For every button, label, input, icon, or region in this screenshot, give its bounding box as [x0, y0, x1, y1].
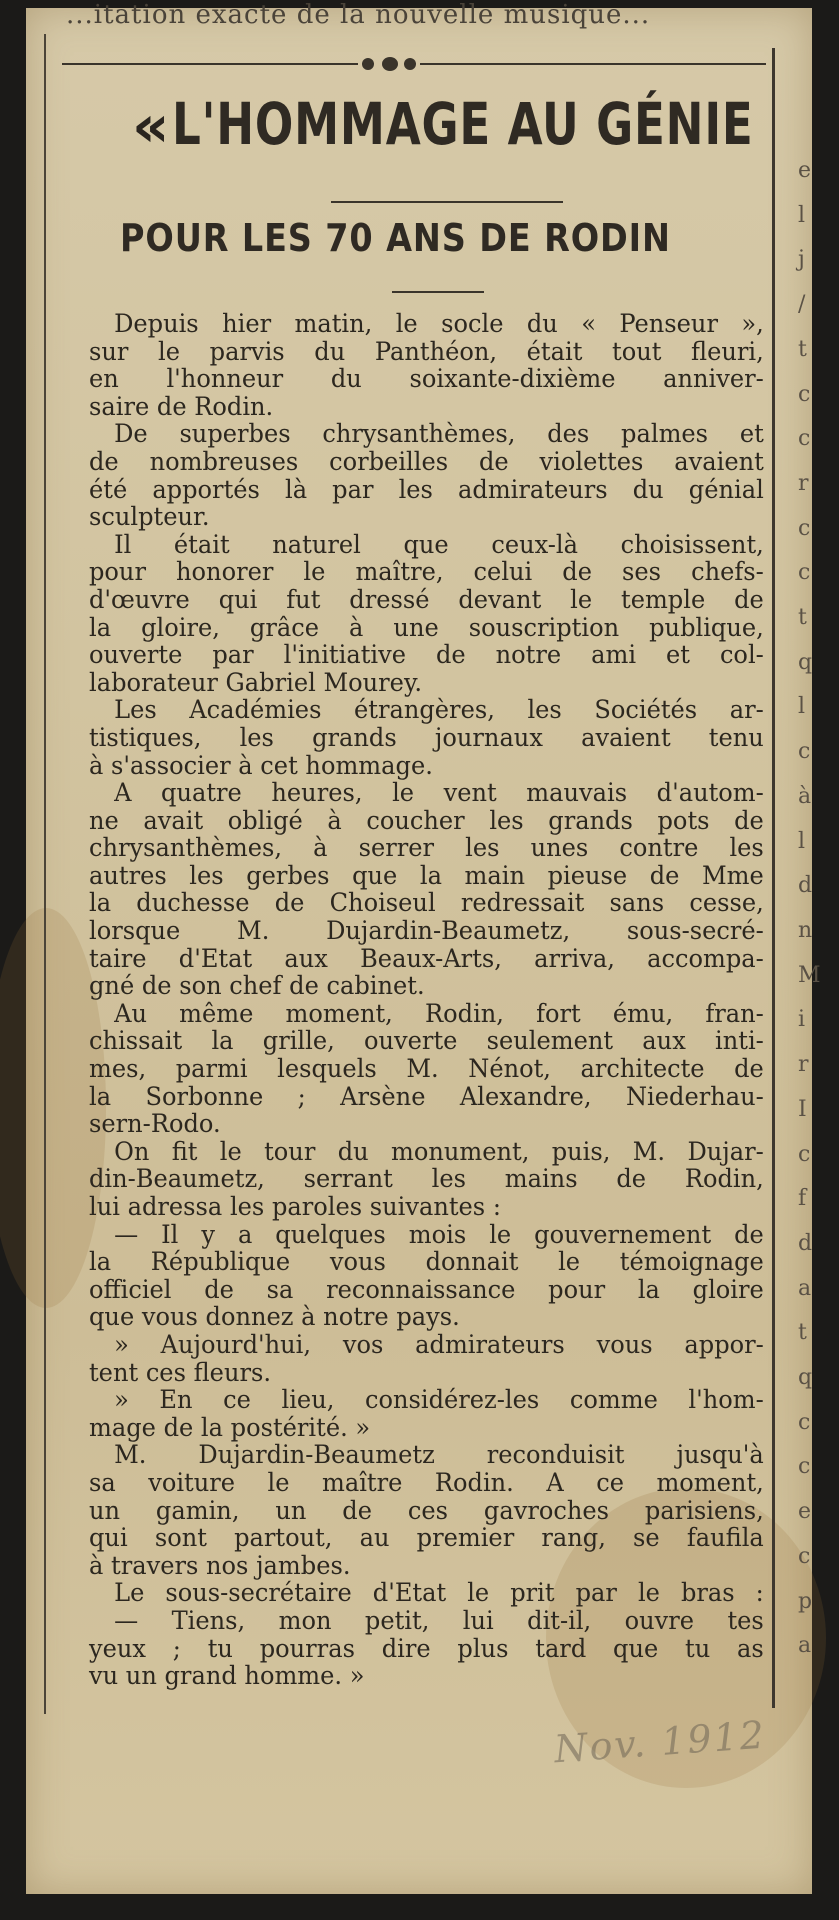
fragment-letter: i — [798, 1007, 806, 1033]
headline-quote-mark: « — [132, 92, 170, 160]
article-line: laborateur Gabriel Mourey. — [89, 667, 423, 697]
article-line: Les Académies étrangères, les Sociétés ar- — [114, 695, 764, 725]
fragment-letter: c — [798, 381, 811, 407]
fragment-letter: r — [798, 470, 809, 496]
article-line: De superbes chrysanthèmes, des palmes et — [114, 419, 764, 449]
article-line: officiel de sa reconnaissance pour la gloire — [89, 1274, 764, 1304]
fragment-letter: r — [798, 1052, 809, 1078]
article-line: — Il y a quelques mois le gouvernement de — [114, 1219, 764, 1249]
article-line: vu un grand homme. » — [89, 1661, 365, 1691]
article-line: à travers nos jambes. — [89, 1550, 351, 1580]
fragment-letter: f — [798, 1186, 807, 1212]
article-line: de nombreuses corbeilles de violettes avaient — [89, 446, 764, 476]
article-line: été apportés là par les admirateurs du génial — [89, 474, 764, 504]
article-line: chissait la grille, ouverte seulement aux inti- — [89, 1026, 764, 1056]
article-line: ne avait obligé à coucher les grands pots de — [89, 805, 764, 835]
ornamental-divider — [62, 56, 766, 72]
article-line: » En ce lieu, considérez-les comme l'hom- — [114, 1385, 764, 1415]
column-rule-right — [772, 48, 775, 1708]
article-line: autres les gerbes que la main pieuse de Mme — [89, 860, 764, 890]
article-line: Au même moment, Rodin, fort ému, fran- — [114, 998, 764, 1028]
fragment-letter: e — [798, 1499, 812, 1525]
article-line: yeux ; tu pourras dire plus tard que tu as — [89, 1633, 764, 1663]
article-line: la gloire, grâce à une souscription publique, — [89, 612, 764, 642]
fragment-letter: t — [798, 605, 807, 631]
article-line: chrysanthèmes, à serrer les unes contre les — [89, 833, 764, 863]
article-line: Depuis hier matin, le socle du « Penseur », — [114, 309, 764, 338]
fragment-letter: c — [798, 1454, 811, 1480]
fragment-letter: p — [798, 1588, 813, 1614]
fragment-letter: t — [798, 336, 807, 362]
article-line: ouverte par l'initiative de notre ami et col- — [89, 640, 764, 670]
article-line: mage de la postérité. » — [89, 1412, 371, 1442]
article-line: sern-Rodo. — [89, 1109, 221, 1139]
adjacent-column-fragment — [796, 158, 836, 1698]
article-subheadline: POUR LES 70 ANS DE RODIN — [120, 216, 671, 260]
fragment-letter: t — [798, 1320, 807, 1346]
article-line: un gamin, un de ces gavroches parisiens, — [89, 1495, 764, 1525]
article-line: la duchesse de Choiseul redressait sans cesse, — [89, 888, 764, 918]
article-line: sur le parvis du Panthéon, était tout fleuri, — [89, 336, 764, 366]
article-line: tistiques, les grands journaux avaient tenu — [89, 722, 764, 752]
fragment-letter: c — [798, 1543, 811, 1569]
fragment-letter: I — [798, 1096, 807, 1122]
fragment-letter: / — [798, 292, 806, 318]
article-line: din-Beaumetz, serrant les mains de Rodin, — [89, 1164, 764, 1194]
fragment-letter: c — [798, 1141, 811, 1167]
fragment-letter: e — [798, 158, 812, 183]
fragment-letter: l — [798, 202, 806, 228]
article-headline: L'HOMMAGE AU GÉNIE — [172, 90, 754, 158]
article-line: Il était naturel que ceux-là choisissent, — [114, 529, 764, 559]
subheadline-rule — [392, 291, 484, 293]
headline-rule — [331, 201, 563, 203]
article-line: lorsque M. Dujardin-Beaumetz, sous-secré- — [89, 916, 764, 946]
article-line: gné de son chef de cabinet. — [89, 971, 425, 1001]
article-line: sa voiture le maître Rodin. A ce moment, — [89, 1467, 764, 1497]
article-line: Le sous-secrétaire d'Etat le prit par le bras : — [114, 1578, 764, 1608]
article-line: d'œuvre qui fut dressé devant le temple de — [89, 584, 764, 614]
article-line: M. Dujardin-Beaumetz reconduisit jusqu'à — [114, 1440, 764, 1470]
article-line: lui adressa les paroles suivantes : — [89, 1192, 501, 1221]
fragment-letter: a — [798, 1633, 812, 1659]
fragment-letter: n — [798, 918, 813, 943]
newspaper-clipping — [26, 0, 821, 1894]
fragment-letter: q — [798, 649, 813, 675]
article-line: sculpteur. — [89, 502, 210, 532]
article-line: pour honorer le maître, celui de ses chefs- — [89, 557, 764, 587]
article-line: mes, parmi lesquels M. Nénot, architecte de — [89, 1054, 764, 1084]
article-line: taire d'Etat aux Beaux-Arts, arriva, accompa- — [89, 943, 764, 973]
article-line: A quatre heures, le vent mauvais d'autom- — [114, 778, 764, 808]
column-rule-left — [44, 34, 46, 1714]
handwritten-date-stamp: Nov. 1912 — [552, 1712, 768, 1772]
article-line: en l'honneur du soixante-dixième anniver- — [89, 364, 764, 394]
fragment-letter: c — [798, 560, 811, 586]
article-line: — Tiens, mon petit, lui dit-il, ouvre tes — [114, 1605, 764, 1635]
article-line: que vous donnez à notre pays. — [89, 1302, 460, 1332]
fragment-letter: M — [798, 962, 821, 988]
article-line: » Aujourd'hui, vos admirateurs vous appor- — [114, 1329, 764, 1359]
article-line: la République vous donnait le témoignage — [89, 1247, 764, 1277]
fragment-letter: q — [798, 1365, 813, 1391]
fragment-letter: a — [798, 1275, 812, 1301]
article-line: la Sorbonne ; Arsène Alexandre, Niederhau- — [89, 1081, 764, 1111]
article-line: saire de Rodin. — [89, 391, 274, 421]
article-line: à s'associer à cet hommage. — [89, 750, 433, 780]
article-line: On fit le tour du monument, puis, M. Dujar- — [114, 1136, 764, 1166]
fragment-letter: l — [798, 828, 806, 854]
fragment-letter: c — [798, 515, 811, 541]
cut-off-previous-article-text: ...itation exacte de la nouvelle musique... — [66, 0, 651, 30]
fragment-letter: c — [798, 739, 811, 765]
fragment-letter: c — [798, 1409, 811, 1435]
fragment-letter: d — [798, 873, 813, 899]
fragment-letter: j — [798, 247, 805, 273]
article-line: qui sont partout, au premier rang, se faufila — [89, 1523, 764, 1553]
fragment-letter: à — [798, 783, 812, 809]
article-body — [89, 310, 764, 1690]
fragment-letter: l — [798, 694, 806, 720]
fragment-letter: d — [798, 1230, 813, 1256]
article-line: tent ces fleurs. — [89, 1357, 272, 1387]
fragment-letter: c — [798, 426, 811, 452]
